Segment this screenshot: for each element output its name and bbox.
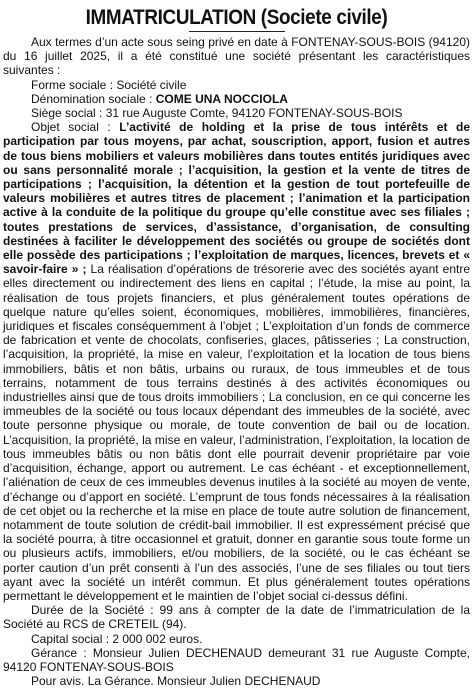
forme-sociale: Forme sociale : Société civile — [31, 77, 187, 92]
gerance: Gérance : Monsieur Julien DECHENAUD demeurant 31 rue Auguste Compte, 94120 FONTENAY-SOUS-BOIS — [3, 645, 470, 674]
denomination-value: COME UNA NOCCIOLA — [155, 91, 288, 106]
objet-bold-text: L’activité de holding et la prise de tous intérêts et de participation par tous moyens, par achat, souscription, apport, fusion et autres de tous biens mobiliers et valeurs mobilières dans toutes entités juridiques avec ou sans personnalité morale ; l’acquisition, la gestion et la vente de titres de participations ; l’acquisition, la détention et la gestion de tout portefeuille de valeurs mobilières et autres titres de placement ; l’animation et la participation active à la conduite de la politique du groupe qu’elle constitue avec ses filiales ; toutes prestations de services, d’assistance, d’organisation, de consulting destinées à faciliter le développement des sociétés ou groupe de sociétés dont elle possède des participations ; l’exploitation de marques, licences, brevets et « savoir-faire » ; — [3, 120, 471, 277]
duree-societe: Durée de la Société : 99 ans à compter de la date de l’immatriculation de la Société au RCS de CRETEIL (94). — [3, 603, 470, 632]
denomination-line — [3, 92, 470, 106]
denomination-label: Dénomination sociale : — [31, 91, 156, 106]
objet-rest-text: La réalisation d’opérations de trésorerie avec des sociétés ayant entre elles directement ou indirectement des liens en capital ; l’étude, la mise au point, la réalisation de tous projets financiers, et plus généralement toutes opérations de quelque nature qu’elles soient, économiques, mobilières, immobilières, financières, juridiques et fiscales conséquemment à l’objet ; L’exploitation d’un fonds de commerce de fabrication et vente de chocolats, confiseries, glaces, pâtisseries ; La construction, l’acquisition, la propriété, la mise en valeur, l’exploitation et la location de tous biens immobiliers, bâtis et non bâtis, urbains ou ruraux, de tous immeubles et de tous terrains, notamment de tous terrains destinés à des activités économiques ou industrielles ainsi que de tous droits immobiliers ; La conclusion, en ce qui concerne les immeubles de la société ou tous locaux dépendant des immeubles de la société, avec toute personne physique ou morale, de toute convention de bail ou de location. L’acquisition, la propriété, la mise en valeur, l’administration, l’exploitation, la location de tous immeubles bâtis ou non bâtis dont elle pourrait devenir propriétaire par voie d’acquisition, échange, apport ou autrement. Le cas échéant - et exceptionnellement, l’aliénation de ceux de ces immeubles devenus inutiles à la société au moyen de vente, d’échange ou d’apport en société. L’emprunt de tous fonds nécessaires à la réalisation de cet objet ou la recherche et la mise en place de toute autre solution de financement, notamment de toute solution de crédit-bail immobilier. Il est expressément précisé que la société pourra, à titre occasionnel et gratuit, donner en garantie sous toute forme un ou plusieurs actifs, immobiliers, et/ou mobiliers, de la société, ou le cas échéant se porter caution d’un prêt consenti à l’un des associés, l’une de ses filiales ou tout tiers ayant avec la société un intérêt commun. Et plus généralement toutes opérations permettant le développement et le maintien de l’objet social ci-dessus défini. — [3, 262, 470, 603]
objet-social — [3, 120, 470, 603]
title-underline — [189, 31, 285, 32]
capital-social: Capital social : 2 000 002 euros. — [31, 631, 203, 646]
notice-title: IMMATRICULATION (Societe civile) — [85, 6, 388, 29]
signature-line: Pour avis. La Gérance. Monsieur Julien DECHENAUD — [31, 674, 321, 688]
siege-social: Siège social : 31 rue Auguste Comte, 94120 FONTENAY-SOUS-BOIS — [31, 106, 403, 121]
intro-paragraph: Aux termes d’un acte sous seing privé en date à FONTENAY-SOUS-BOIS (94120) du 16 juillet 2025, il a été constitué une société présentant les caractéristiques suivantes : — [3, 35, 470, 78]
objet-label: Objet social : — [31, 120, 120, 135]
